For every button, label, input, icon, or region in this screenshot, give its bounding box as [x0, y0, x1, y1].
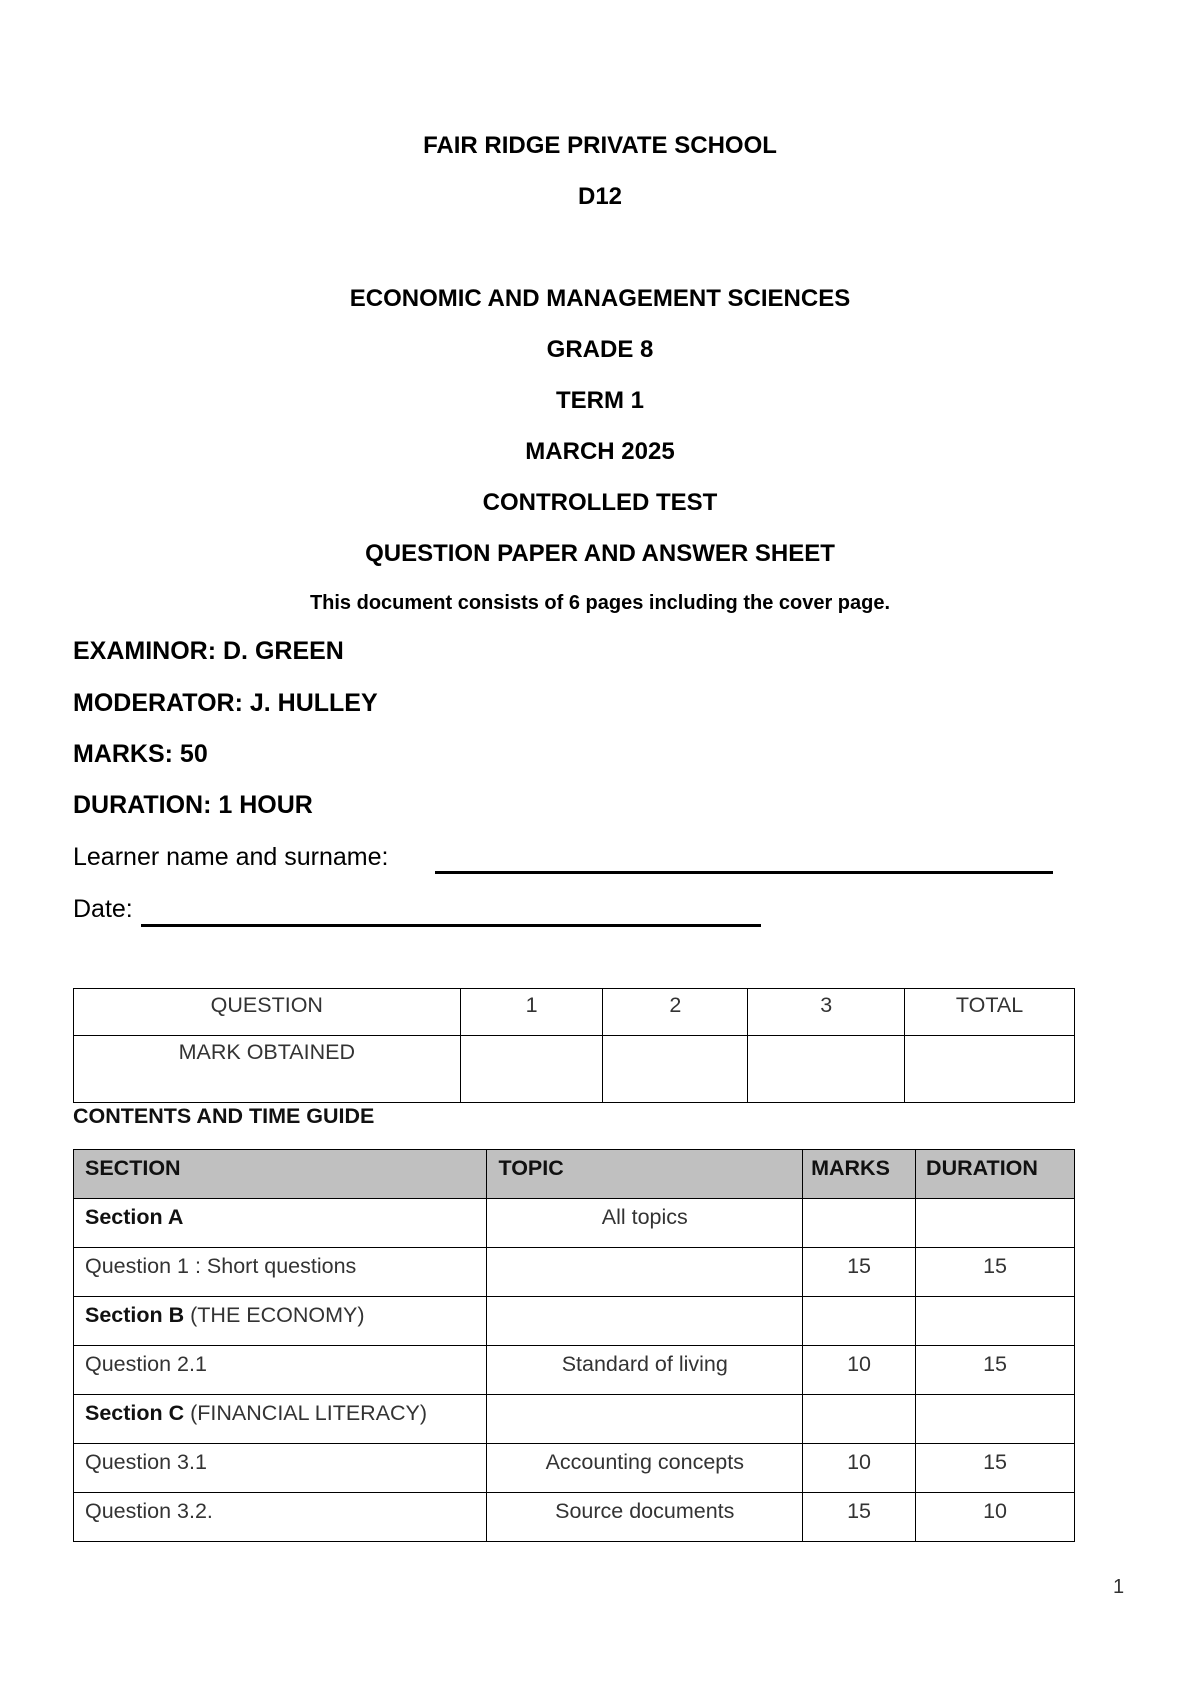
subject-title: ECONOMIC AND MANAGEMENT SCIENCES [349, 285, 851, 312]
topic-cell: Source documents [487, 1493, 803, 1542]
header-section: SECTION [74, 1150, 487, 1199]
mark-cell-q2[interactable] [603, 1036, 748, 1103]
header-duration: DURATION [916, 1150, 1075, 1199]
mark-cell-q1[interactable] [460, 1036, 603, 1103]
section-cell [74, 1444, 487, 1493]
table-row [74, 1248, 1075, 1297]
marks-cell [803, 1199, 916, 1248]
mark-header-q3: 3 [748, 989, 905, 1036]
contents-header-row [74, 1150, 1075, 1199]
table-row [74, 1444, 1075, 1493]
duration-cell [916, 1297, 1075, 1346]
duration-cell: 15 [916, 1346, 1075, 1395]
marks-line: MARKS: 50 [73, 740, 208, 768]
school-name: FAIR RIDGE PRIVATE SCHOOL [423, 132, 777, 159]
contents-table [73, 1149, 1075, 1542]
marks-cell: 15 [803, 1493, 916, 1542]
section-cell [74, 1248, 487, 1297]
date-label: Date: [73, 895, 133, 923]
mark-cell-q3[interactable] [748, 1036, 905, 1103]
school-code: D12 [577, 183, 623, 210]
topic-cell [487, 1395, 803, 1444]
section-text: (THE ECONOMY) [184, 1303, 365, 1327]
table-row [74, 1346, 1075, 1395]
marks-cell [803, 1395, 916, 1444]
marks-cell: 10 [803, 1346, 916, 1395]
page-number: 1 [1113, 1576, 1125, 1598]
table-row [74, 1395, 1075, 1444]
section-cell [74, 1346, 487, 1395]
mark-table-obtained-row [74, 1036, 1075, 1103]
topic-cell: All topics [487, 1199, 803, 1248]
test-type: CONTROLLED TEST [482, 489, 718, 516]
topic-cell [487, 1297, 803, 1346]
topic-cell: Accounting concepts [487, 1444, 803, 1493]
page-count-note: This document consists of 6 pages including the cover page. [309, 592, 891, 614]
section-text: Question 3.2. [85, 1499, 213, 1523]
learner-name-input[interactable] [435, 871, 1053, 874]
mark-table-header-row [74, 989, 1075, 1036]
mark-header-total: TOTAL [905, 989, 1075, 1036]
marks-cell: 15 [803, 1248, 916, 1297]
duration-cell: 15 [916, 1444, 1075, 1493]
section-text: (FINANCIAL LITERACY) [184, 1401, 428, 1425]
section-cell [74, 1199, 487, 1248]
mark-cell-total[interactable] [905, 1036, 1075, 1103]
date-input[interactable] [141, 924, 761, 927]
topic-cell: Standard of living [487, 1346, 803, 1395]
table-row [74, 1493, 1075, 1542]
learner-name-label: Learner name and surname: [73, 843, 389, 871]
mark-header-q1: 1 [460, 989, 603, 1036]
table-row [74, 1297, 1075, 1346]
section-cell [74, 1395, 487, 1444]
grade-label: GRADE 8 [546, 336, 654, 363]
exam-date: MARCH 2025 [525, 438, 675, 465]
section-text: Question 2.1 [85, 1352, 207, 1376]
contents-title: CONTENTS AND TIME GUIDE [73, 1104, 375, 1128]
duration-line: DURATION: 1 HOUR [73, 791, 313, 819]
header-topic: TOPIC [487, 1150, 803, 1199]
duration-cell: 10 [916, 1493, 1075, 1542]
mark-header-q2: 2 [603, 989, 748, 1036]
section-cell [74, 1297, 487, 1346]
marks-cell [803, 1297, 916, 1346]
section-bold: Section B [85, 1303, 185, 1327]
section-text: Question 3.1 [85, 1450, 207, 1474]
term-label: TERM 1 [555, 387, 644, 414]
section-cell [74, 1493, 487, 1542]
marks-cell: 10 [803, 1444, 916, 1493]
section-bold: Section C [85, 1401, 185, 1425]
mark-header-question: QUESTION [74, 989, 461, 1036]
header-marks: MARKS [803, 1150, 916, 1199]
section-text: Question 1 : Short questions [85, 1254, 357, 1278]
duration-cell [916, 1199, 1075, 1248]
paper-type: QUESTION PAPER AND ANSWER SHEET [365, 540, 835, 567]
table-row [74, 1199, 1075, 1248]
mark-obtained-label: MARK OBTAINED [74, 1036, 461, 1103]
examinor-line: EXAMINOR: D. GREEN [73, 637, 344, 665]
mark-table [73, 988, 1075, 1103]
duration-cell [916, 1395, 1075, 1444]
section-bold: Section A [85, 1205, 184, 1229]
moderator-line: MODERATOR: J. HULLEY [73, 689, 378, 717]
duration-cell: 15 [916, 1248, 1075, 1297]
topic-cell [487, 1248, 803, 1297]
